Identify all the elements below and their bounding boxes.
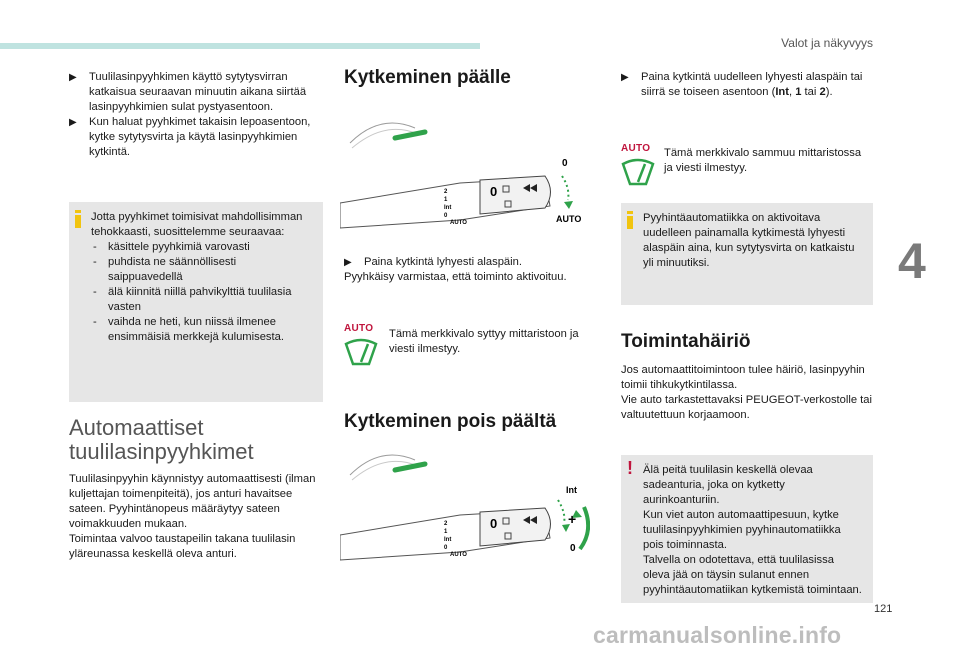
bullet-arrow-icon: ▶ — [621, 72, 629, 83]
warning-icon: ! — [627, 458, 633, 478]
svg-text:1: 1 — [444, 197, 448, 203]
svg-text:AUTO: AUTO — [556, 214, 582, 224]
svg-text:Int: Int — [566, 485, 577, 495]
svg-text:2: 2 — [444, 521, 448, 527]
svg-text:AUTO: AUTO — [450, 220, 467, 226]
tip-intro: Jotta pyyhkimet toimisivat mahdollisimman tehokkaasti, suosittelemme seuraavaa: — [91, 211, 303, 238]
list-item: - käsittele pyyhkimiä varovasti — [93, 241, 250, 253]
chapter-number: 4 — [898, 233, 926, 289]
switch-off-instruction — [621, 70, 875, 100]
auto-indicator-on — [344, 323, 384, 371]
tip-list — [91, 240, 313, 345]
svg-text:0: 0 — [570, 543, 576, 554]
bullet-item: ▶ Kun haluat pyyhkimet takaisin lepoasentoon, kytke sytytysvirta ja käytä lasinpyyhkimien kytkintä. — [69, 116, 311, 158]
bullet-arrow-icon: ▶ — [344, 257, 352, 268]
indicator-on-text: Tämä merkkivalo syttyy mittaristoon ja viesti ilmestyy. — [389, 328, 579, 355]
warning-box: ! Älä peitä tuulilasin keskellä olevaa sadeanturia, joka on kytketty aurinkoanturiin. Kun viet auton automaattipesuun, kytke tuulilasinpyyhkimien pyyhinautomatiikka pois toiminnasta. Talvella on odotettava, että tuulilasissa oleva jää on täysin sulanut ennen pyyhintäautomatiikan kytkemistä toimintaan. — [621, 455, 873, 603]
svg-text:+: + — [568, 511, 577, 527]
section-title: Valot ja näkyvyys — [781, 36, 873, 50]
maintenance-tip-box — [69, 202, 323, 402]
reactivation-tip-box: Pyyhintäautomatiikka on aktivoitava uudelleen painamalla kytkimestä lyhyesti alaspäin aina, kun sytytysvirta on katkaistu yli minuutiksi. — [621, 203, 873, 305]
auto-indicator-off — [621, 143, 661, 191]
wiper-stalk-off-illustration — [340, 445, 590, 565]
list-item: - älä kiinnitä niillä pahvikylttiä tuulilasia vasten — [93, 286, 292, 313]
svg-text:0: 0 — [562, 158, 568, 169]
fault-heading: Toimintahäiriö — [621, 331, 751, 352]
bullet-arrow-icon: ▶ — [69, 117, 77, 128]
bullet-arrow-icon: ▶ — [69, 72, 77, 83]
svg-text:1: 1 — [444, 529, 448, 535]
bullet-item: ▶ Paina kytkintä uudelleen lyhyesti alaspäin tai siirrä se toiseen asentoon (Int, 1 tai 2). — [621, 71, 863, 98]
svg-text:0: 0 — [444, 213, 448, 219]
svg-text:0: 0 — [444, 545, 448, 551]
switch-off-heading: Kytkeminen pois päältä — [344, 411, 557, 432]
switch-on-text: ▶ Paina kytkintä lyhyesti alaspäin. Pyyhkäisy varmistaa, että toiminto aktivoituu. — [344, 255, 594, 285]
list-item: - vaihda ne heti, kun niissä ilmenee ensimmäisiä merkkejä kulumisesta. — [93, 316, 284, 343]
list-item: - puhdista ne säännöllisesti saippuavedellä — [93, 256, 237, 283]
auto-wiper-warning-icon — [344, 338, 378, 366]
svg-text:0: 0 — [490, 184, 498, 199]
svg-text:Int: Int — [444, 537, 452, 543]
svg-text:2: 2 — [444, 189, 448, 195]
auto-wiper-warning-icon — [621, 158, 655, 186]
wiper-stalk-on-illustration — [340, 108, 590, 238]
svg-text:0: 0 — [490, 516, 498, 531]
svg-text:Int: Int — [444, 205, 452, 211]
info-icon — [627, 211, 633, 229]
info-icon — [75, 210, 81, 228]
indicator-off-text: Tämä merkkivalo sammuu mittaristossa ja viesti ilmestyy. — [664, 147, 862, 174]
bullet-item: ▶ Tuulilasinpyyhkimen käyttö sytytysvirran katkaisua seuraavan minuutin aikana siirtää lasinpyyhkimien sulat pystyasentoon. — [69, 71, 307, 113]
svg-text:AUTO: AUTO — [450, 552, 467, 558]
bullet-item: ▶ Paina kytkintä lyhyesti alaspäin. — [344, 256, 522, 268]
watermark: carmanualsonline.info — [593, 622, 842, 648]
auto-wipers-text: Tuulilasinpyyhin käynnistyy automaattisesti (ilman kuljettajan toimenpiteitä), jos anturi havaitsee sateen. Pyyhintänopeus määräytyy sateen voimakkuuden mukaan. Toimintaa valvoo taustapeilin takana tuulilasin yläreunassa keskellä oleva anturi. — [69, 473, 316, 560]
auto-badge: AUTO — [621, 143, 651, 154]
col1-bullets — [69, 70, 321, 160]
header-accent-bar — [0, 43, 480, 49]
page-number: 121 — [874, 603, 893, 615]
switch-on-heading: Kytkeminen päälle — [344, 67, 511, 88]
auto-badge: AUTO — [344, 323, 374, 334]
fault-text: Jos automaattitoimintoon tulee häiriö, lasinpyyhin toimii tihkukytkintilassa. Vie auto tarkastettavaksi PEUGEOT-verkostolle tai valtuutettuun korjaamoon. — [621, 364, 872, 421]
auto-wipers-heading: Automaattiset tuulilasinpyyhkimet — [69, 415, 254, 464]
